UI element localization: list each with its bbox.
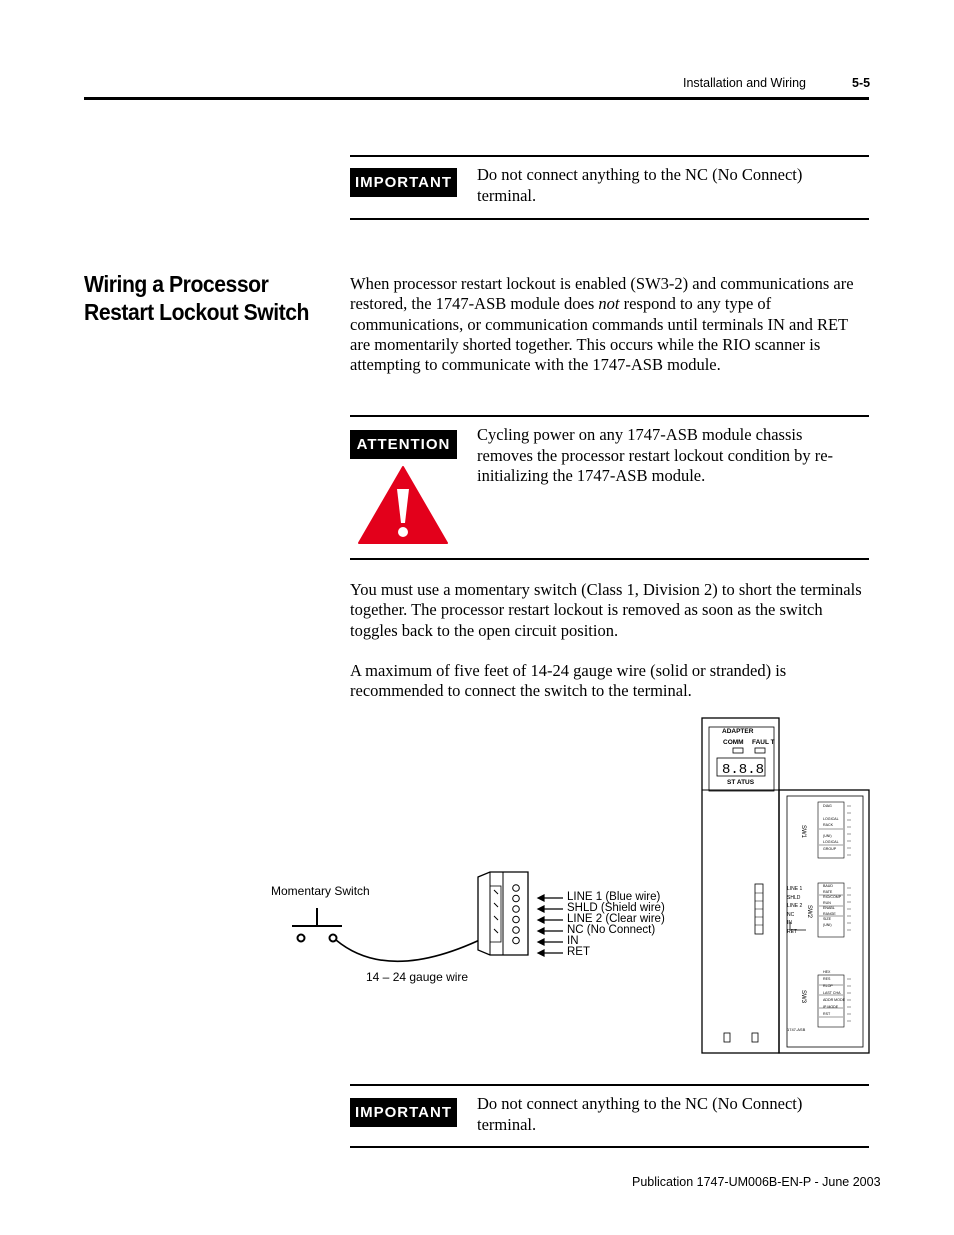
sw1-uni: (UNI) bbox=[823, 833, 832, 838]
sw2-enabl: ENABL bbox=[823, 906, 835, 910]
para1-text-b: respond to any type of communications, or communication commands until terminals IN and RET are momentarily shorted together. This occurs while the RIO scanner is attempting to communicate with the 1747-ASB module. bbox=[350, 294, 848, 375]
important-bottom-box-bottom-rule bbox=[350, 1146, 869, 1148]
paragraph-wire: A maximum of five feet of 14-24 gauge wire (solid or stranded) is recommended to connect the switch to the terminal. bbox=[350, 661, 787, 701]
sw3-last-cha: LAST CHA bbox=[823, 991, 841, 995]
module-adapter-label: ADAPTER bbox=[722, 728, 754, 735]
terminal-in: IN bbox=[567, 935, 579, 947]
sw3-rst: RST bbox=[823, 1012, 831, 1016]
sw1-logical-group: LOGICAL GROUP bbox=[823, 840, 839, 851]
module-sw3-switch-labels bbox=[823, 969, 845, 1018]
terminal-label-list bbox=[567, 892, 665, 958]
momentary-switch-label: Momentary Switch bbox=[271, 884, 370, 898]
para1-text-a: When processor restart lockout is enabled (SW3-2) and communications are restored, the 1747-ASB module does bbox=[350, 274, 854, 314]
svg-text:8.8.8: 8.8.8 bbox=[722, 762, 765, 778]
section-title: Wiring a Processor Restart Lockout Switch bbox=[84, 271, 310, 325]
sw3-addr-mode: ADDR MODE bbox=[823, 998, 845, 1002]
sw1-logical-rack: LOGICAL RACK bbox=[823, 816, 839, 827]
module-side-nc: NC bbox=[787, 911, 795, 918]
sw3-res: RES bbox=[823, 977, 831, 981]
important-label: IMPORTANT bbox=[350, 168, 457, 197]
important-label-bottom: IMPORTANT bbox=[350, 1098, 457, 1127]
module-sw2-label: SW2 bbox=[806, 905, 812, 919]
running-header: Installation and Wiring bbox=[683, 76, 806, 90]
terminal-ret: RET bbox=[567, 946, 590, 958]
module-sw1-switch-labels bbox=[823, 803, 843, 852]
module-sw3-label: SW3 bbox=[800, 990, 806, 1004]
sw3-hex: HEX bbox=[823, 970, 831, 974]
module-sw2-switch-labels bbox=[823, 884, 843, 928]
wire-gauge-label: 14 – 24 gauge wire bbox=[366, 970, 469, 984]
paragraph-momentary-switch: You must use a momentary switch (Class 1, Division 2) to short the terminals together. The processor restart lockout is removed as soon as the switch toggles back to the open circuit position. bbox=[350, 580, 862, 640]
attention-label: ATTENTION bbox=[350, 430, 457, 459]
attention-text: Cycling power on any 1747-ASB module chassis removes the processor restart lockout condition by re-initializing the 1747-ASB module. bbox=[477, 425, 834, 485]
terminal-shld: SHLD (Shield wire) bbox=[567, 902, 665, 914]
terminal-nc: NC (No Connect) bbox=[567, 924, 656, 936]
important-text-bottom: Do not connect anything to the NC (No Connect) terminal. bbox=[477, 1094, 803, 1134]
page-number: 5-5 bbox=[852, 76, 871, 90]
module-side-labels bbox=[787, 885, 802, 936]
sw2-uni: (UNI) bbox=[823, 922, 832, 927]
sw3-ip-mode: IP MODE bbox=[823, 1005, 839, 1009]
module-comm-label: COMM bbox=[723, 739, 744, 746]
terminal-block-icon bbox=[478, 872, 528, 955]
module-side-shld: SHLD bbox=[787, 894, 801, 901]
important-text: Do not connect anything to the NC (No Connect) terminal. bbox=[477, 165, 803, 205]
module-sw1-label: SW1 bbox=[800, 825, 806, 839]
publication-footer: Publication 1747-UM006B-EN-P - June 2003 bbox=[632, 1175, 881, 1189]
important-bottom-box-top-rule bbox=[350, 1084, 869, 1086]
terminal-arrows bbox=[538, 895, 563, 956]
wire-cable bbox=[336, 935, 490, 961]
module-model-label: 1747-ASB bbox=[787, 1027, 806, 1032]
terminal-line2: LINE 2 (Clear wire) bbox=[567, 913, 665, 925]
momentary-switch-icon bbox=[292, 908, 342, 942]
module-side-in: IN bbox=[787, 920, 792, 926]
module-side-line2: LINE 2 bbox=[787, 903, 803, 909]
sw3-rlop: RLOP bbox=[823, 984, 833, 988]
module-status-label: ST ATUS bbox=[727, 779, 755, 786]
sw2-range: RANGE SIZE bbox=[823, 911, 836, 921]
module-side-line1: LINE 1 bbox=[787, 886, 803, 892]
module-fault-label: FAUL T bbox=[752, 739, 775, 746]
sw1-diag: DIAG bbox=[823, 804, 832, 808]
para1-italic: not bbox=[598, 294, 620, 314]
sw2-run: RUN bbox=[823, 900, 831, 905]
sw2-rio: RIO/COMP bbox=[823, 895, 842, 899]
terminal-line1: LINE 1 (Blue wire) bbox=[567, 891, 661, 903]
module-side-ret: RET bbox=[787, 928, 797, 935]
sw2-baud: BAUD RATE bbox=[823, 884, 833, 894]
